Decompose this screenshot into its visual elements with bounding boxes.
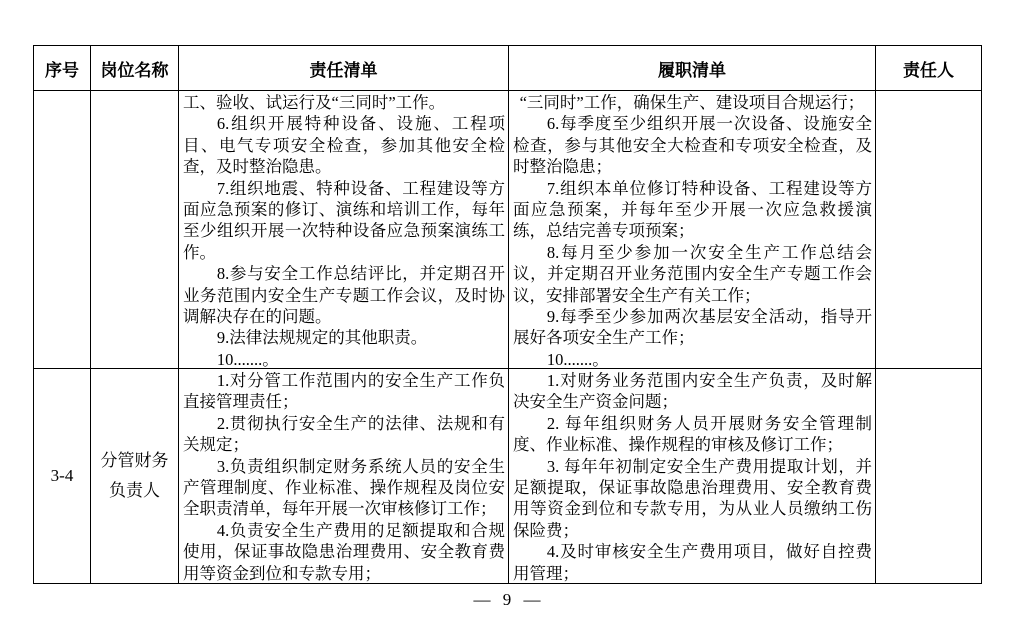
duty-list [179,91,508,367]
duty-item: 7.组织地震、特种设备、工程建设等方面应急预案的修订、演练和培训工作，每年至少组织开展一次特种设备应急预案演练工作。 [183,178,505,262]
duty-item: 4.负责安全生产费用的足额提取和合规使用，保证事故隐患治理费用、安全教育费用等资金到位和专款专用； [183,520,505,582]
col-header-perform-list: 履职清单 [509,46,876,91]
perform-item: 1.对财务业务范围内安全生产负责，及时解决安全生产资金问题； [513,371,872,412]
duty-item: 9.法律法规规定的其他职责。 [216,328,428,348]
position-name-line1: 分管财务 [100,451,169,470]
duty-item: 2.贯彻执行安全生产的法律、法规和有关规定； [183,413,505,455]
position-cell [91,91,179,369]
perform-item: 9.每季至少参加两次基层安全活动，指导开展好各项安全生产工作； [513,307,872,348]
perform-list [509,91,875,367]
perform-item: “三同时”工作，确保生产、建设项目合规运行； [519,93,865,112]
perform-list-cell [509,369,876,584]
duty-item: 工、验收、试运行及“三同时”工作。 [183,93,446,112]
seq-cell: 3-4 [34,369,91,584]
duty-item: 3.负责组织制定财务系统人员的安全生产管理制度、作业标准、操作规程及岗位安全职责清单，每年开展一次审核修订工作； [183,456,505,519]
position-cell [91,369,179,584]
duty-item: 6.组织开展特种设备、设施、工程项目、电气专项安全检查，参加其他安全检查，及时整治隐患。 [183,114,505,177]
duty-item: 1.对分管工作范围内的安全生产工作负直接管理责任； [183,371,505,412]
col-header-duty-list: 责任清单 [179,46,509,91]
col-header-position: 岗位名称 [91,46,179,91]
perform-item: 2. 每年组织财务人员开展财务安全管理制度、作业标准、操作规程的审核及修订工作； [513,413,872,455]
owner-cell [876,91,982,369]
perform-item: 7.组织本单位修订特种设备、工程建设等方面应急预案，并每年至少开展一次应急救援演练，总结完善专项预案； [513,178,872,241]
perform-item: 8.每月至少参加一次安全生产工作总结会议，并定期召开业务范围内安全生产专题工作会议，安排部署安全生产有关工作； [513,242,872,305]
responsibility-table [33,45,982,584]
perform-item: 4.及时审核安全生产费用项目，做好自控费用管理； [513,542,872,582]
perform-item: 6.每季度至少组织开展一次设备、设施安全检查，参与其他安全大检查和专项安全检查，及时整治隐患； [513,114,872,177]
table-row [34,91,982,369]
perform-list [509,369,875,582]
page-number: — 9 — [473,590,541,609]
seq-cell [34,91,91,369]
perform-item: 3. 每年年初制定安全生产费用提取计划，并足额提取，保证事故隐患治理费用、安全教育费用等资金到位和专款专用，为从业人员缴纳工伤保险费； [513,456,872,540]
duty-item: 8.参与安全工作总结评比，并定期召开业务范围内安全生产专题工作会议，及时协调解决存在的问题。 [183,264,505,327]
col-header-owner: 责任人 [876,46,982,91]
col-header-seq: 序号 [34,46,91,91]
table-row [34,369,982,584]
perform-list-cell [509,91,876,369]
position-name-line2: 负责人 [109,481,160,500]
duty-list [179,369,508,582]
duty-list-cell [179,91,509,369]
table-header-row [34,46,982,91]
perform-item: 10.......。 [546,349,609,367]
duty-list-cell [179,369,509,584]
duty-item: 10.......。 [216,349,279,367]
owner-cell [876,369,982,584]
